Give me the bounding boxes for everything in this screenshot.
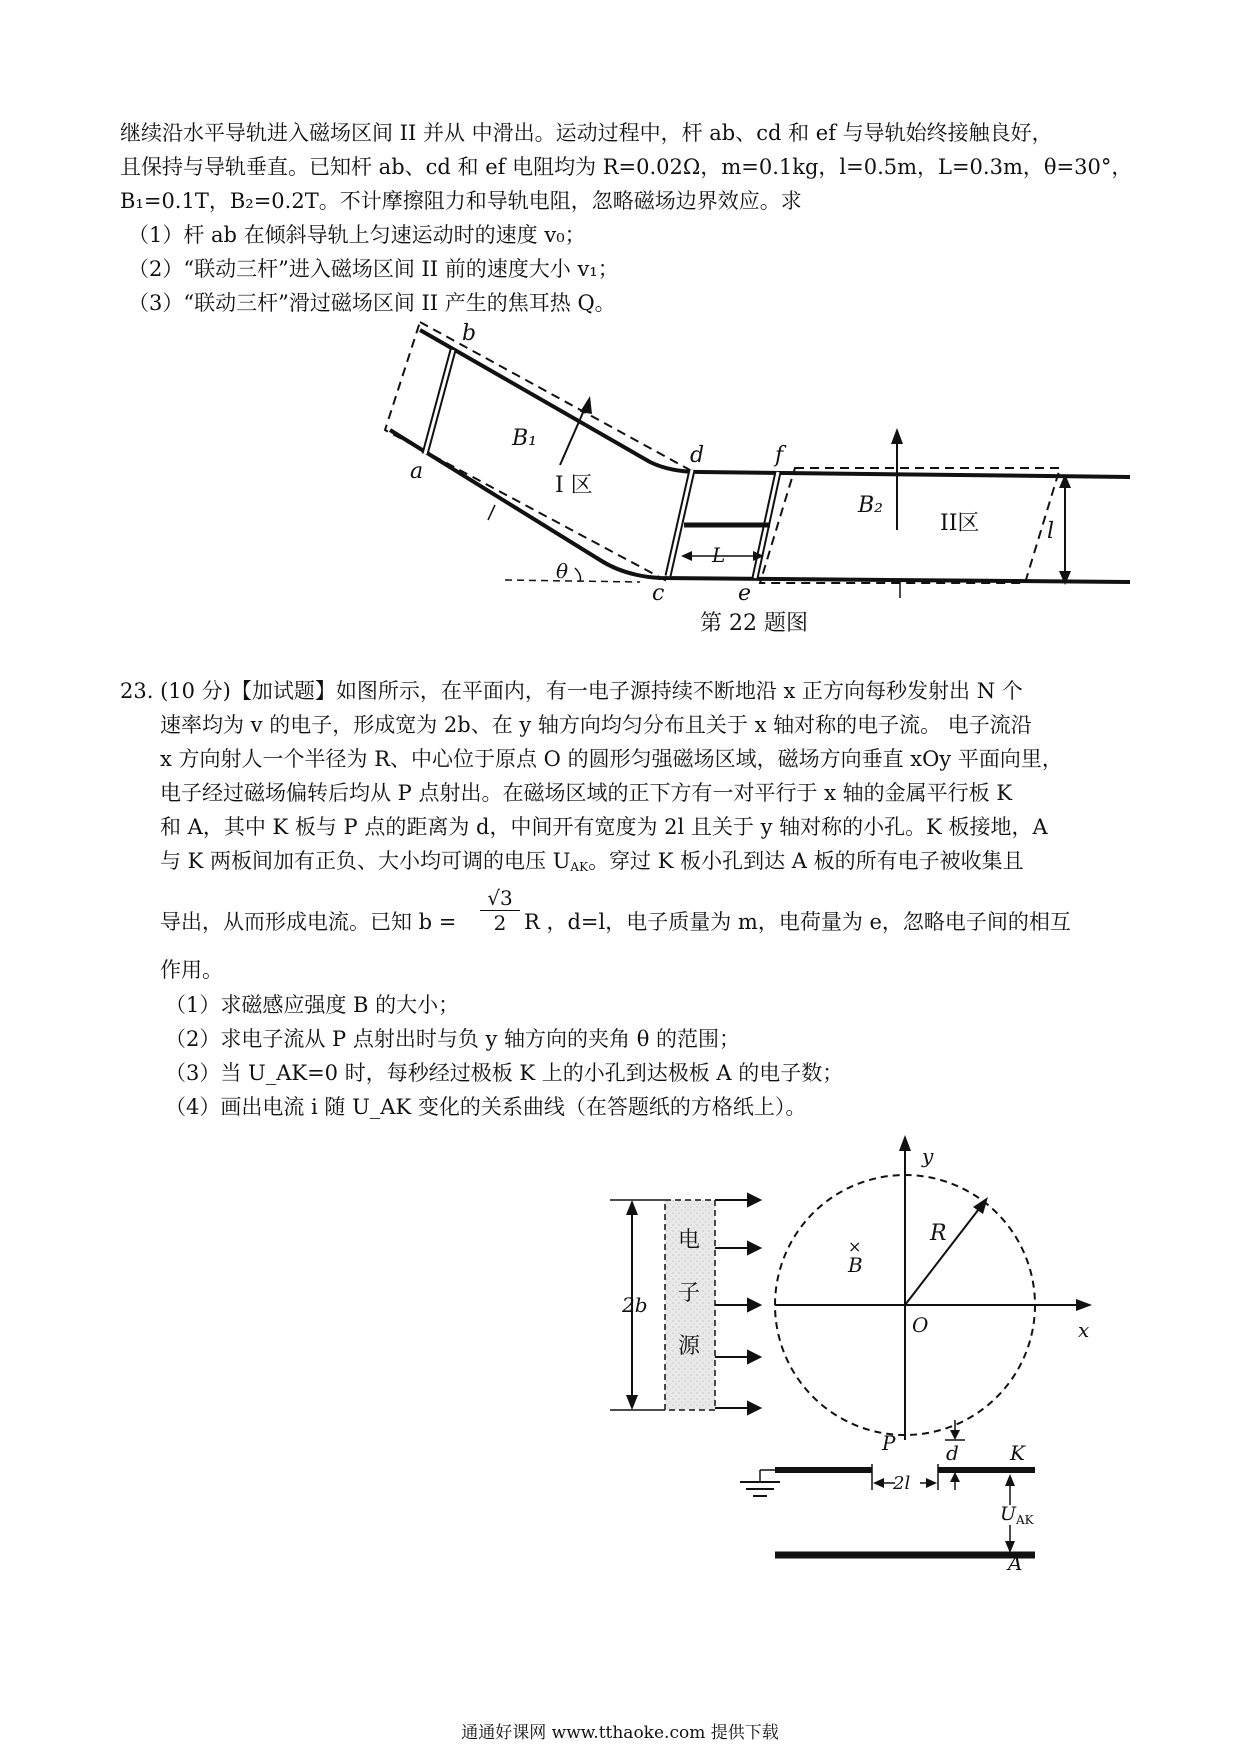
label-R: R — [930, 1221, 947, 1246]
figure-22-caption: 第 22 题图 — [700, 611, 808, 636]
q23-line-2: 速率均为 v 的电子，形成宽为 2b、在 y 轴方向均匀分布且关于 x 轴对称的电子流。 电子流沿 — [160, 713, 1032, 737]
q23-line-3: x 方向射人一个半径为 R、中心位于原点 O 的圆形匀强磁场区域，磁场方向垂直 xOy 平面向里， — [160, 747, 1063, 771]
label-2l: 2l — [893, 1473, 911, 1494]
footer-download-notice: 通通好课网 www.tthaoke.com 提供下载 — [461, 1723, 779, 1743]
label-b1: B₁ — [512, 426, 537, 451]
q23-line-6-rest: 。穿过 K 板小孔到达 A 板的所有电子被收集且 — [588, 849, 1024, 873]
label-A: A — [1008, 1551, 1023, 1575]
q23-line-6-text: 与 K 两板间加有正负、大小均可调的电压 U — [160, 849, 571, 873]
label-zone2: II区 — [940, 511, 980, 536]
q22-question-3: （3）“联动三杆”滑过磁场区间 II 产生的焦耳热 Q。 — [128, 291, 616, 315]
label-O: O — [912, 1313, 929, 1337]
label-U: U — [1000, 1503, 1017, 1525]
label-c: c — [652, 581, 665, 606]
q23-line-9: 作用。 — [160, 958, 223, 982]
q23-line-1: 23. (10 分)【加试题】如图所示，在平面内，有一电子源持续不断地沿 x 正方向每秒发射出 N 个 — [120, 679, 1023, 703]
label-B: B — [848, 1253, 863, 1277]
label-b2: B₂ — [858, 493, 883, 518]
label-zone1: I 区 — [555, 473, 593, 498]
label-b: b — [462, 321, 477, 346]
label-2b: 2b — [622, 1293, 648, 1317]
q23-question-2: （2）求电子流从 P 点射出时与负 y 轴方向的夹角 θ 的范围； — [165, 1027, 741, 1051]
uak-subscript: AK — [570, 860, 589, 874]
label-L: L — [712, 543, 726, 567]
q23-question-1: （1）求磁感应强度 B 的大小； — [165, 993, 460, 1017]
label-y: y — [922, 1144, 934, 1168]
q22-line-2: 且保持与导轨垂直。已知杆 ab、cd 和 ef 电阻均为 R=0.02Ω，m=0.1kg，l=0.5m，L=0.3m，θ=30°， — [120, 155, 1133, 179]
q23-line-8: R ，d=l，电子质量为 m，电荷量为 e，忽略电子间的相互 — [524, 910, 1071, 934]
q23-question-3: （3）当 U_AK=0 时，每秒经过极板 K 上的小孔到达极板 A 的电子数； — [165, 1061, 844, 1085]
q22-line-3: B₁=0.1T，B₂=0.2T。不计摩擦阻力和导轨电阻，忽略磁场边界效应。求 — [120, 189, 802, 213]
label-P: P — [882, 1431, 896, 1455]
label-source-3: 源 — [678, 1334, 701, 1359]
label-d: d — [690, 443, 705, 468]
label-K: K — [1010, 1441, 1025, 1465]
label-d: d — [946, 1441, 959, 1465]
q23-question-4: （4）画出电流 i 随 U_AK 变化的关系曲线（在答题纸的方格纸上）。 — [165, 1095, 807, 1119]
label-l: l — [1047, 519, 1055, 544]
label-theta: θ — [556, 559, 569, 583]
label-cross: × — [848, 1237, 862, 1256]
label-e: e — [738, 581, 752, 606]
label-source-1: 电 — [678, 1228, 701, 1253]
label-a: a — [410, 459, 424, 484]
label-source-2: 子 — [678, 1281, 701, 1306]
q23-line-5: 和 A，其中 K 板与 P 点的距离为 d，中间开有宽度为 2l 且关于 y 轴对称的小孔。K 板接地，A — [160, 815, 1048, 839]
fraction-numerator: √3 — [480, 886, 520, 911]
q23-line-7: 导出，从而形成电流。已知 b = — [160, 910, 457, 934]
q22-question-1: （1）杆 ab 在倾斜导轨上匀速运动时的速度 v₀； — [128, 223, 586, 247]
q23-line-4: 电子经过磁场偏转后均从 P 点射出。在磁场区域的正下方有一对平行于 x 轴的金属平行板 K — [160, 781, 1013, 805]
q22-line-1: 继续沿水平导轨进入磁场区间 II 并从 中滑出。运动过程中，杆 ab、cd 和 ef 与导轨始终接触良好， — [120, 121, 1053, 145]
fraction-denominator: 2 — [493, 911, 507, 935]
label-U-subscript: AK — [1016, 1513, 1034, 1527]
q22-question-2: （2）“联动三杆”进入磁场区间 II 前的速度大小 v₁； — [128, 257, 619, 281]
label-f: f — [775, 443, 784, 468]
label-x: x — [1078, 1318, 1090, 1342]
